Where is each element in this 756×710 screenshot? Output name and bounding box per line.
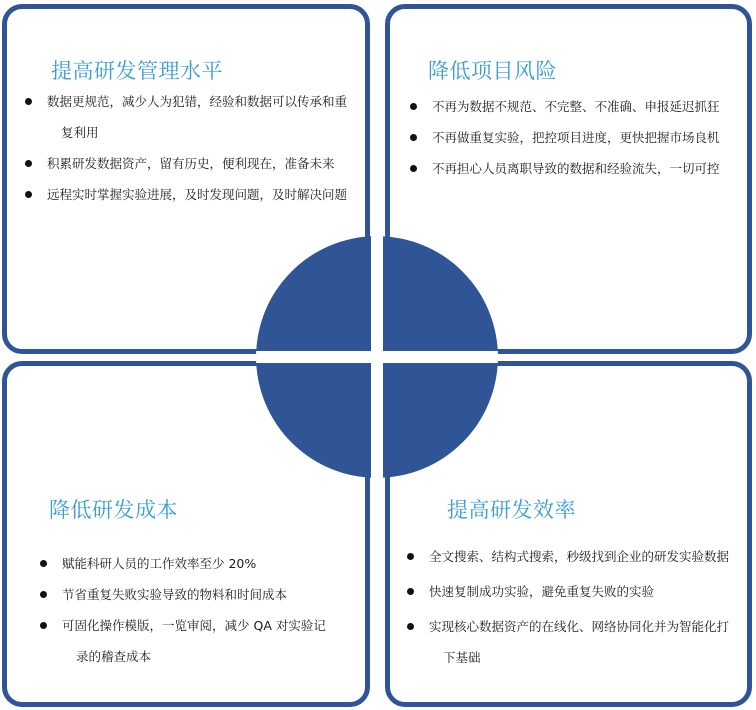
list-item: 数据更规范，减少人为犯错，经验和数据可以传承和重 复利用 <box>25 94 365 140</box>
bullet-icon <box>25 160 32 167</box>
quadrant-title: 降低项目风险 <box>428 59 557 83</box>
list-item: 快速复制成功实验，避免重复失败的实验 <box>407 584 747 599</box>
list-item: 赋能科研人员的工作效率至少 20% <box>40 556 360 571</box>
list-item: 不再担心人员离职导致的数据和经验流失，一切可控 <box>410 161 750 176</box>
bullet-icon <box>410 165 417 172</box>
list-item: 积累研发数据资产，留有历史，便利现在，准备未来 <box>25 156 365 171</box>
bullet-list <box>410 99 750 176</box>
bullet-icon <box>40 560 47 567</box>
bullet-icon <box>407 553 414 560</box>
list-item: 不再做重复实验，把控项目进度，更快把握市场良机 <box>410 130 750 145</box>
bullet-list <box>25 94 365 202</box>
list-item: 可固化操作模版，一览审阅，减少 QA 对实验记 录的稽查成本 <box>40 618 360 664</box>
bullet-icon <box>40 622 47 629</box>
list-item: 全文搜索、结构式搜索，秒级找到企业的研发实验数据 <box>407 549 747 564</box>
quadrant-title: 提高研发效率 <box>447 498 576 522</box>
bullet-icon <box>410 103 417 110</box>
bullet-icon <box>407 588 414 595</box>
list-item: 节省重复失败实验导致的物料和时间成本 <box>40 587 360 602</box>
quadrant-title: 降低研发成本 <box>49 498 178 522</box>
bullet-icon <box>410 134 417 141</box>
bullet-icon <box>40 591 47 598</box>
list-item: 实现核心数据资产的在线化、网络协同化并为智能化打 下基础 <box>407 619 747 665</box>
center-quartered-circle <box>256 236 498 478</box>
list-item: 远程实时掌握实验进展，及时发现问题，及时解决问题 <box>25 187 365 202</box>
quadrant-title: 提高研发管理水平 <box>51 59 223 83</box>
bullet-icon <box>407 623 414 630</box>
bullet-list <box>407 549 747 665</box>
circle-horizontal-divider <box>256 351 498 363</box>
list-item: 不再为数据不规范、不完整、不准确、申报延迟抓狂 <box>410 99 750 114</box>
bullet-icon <box>25 191 32 198</box>
bullet-list <box>40 556 360 664</box>
bullet-icon <box>25 98 32 105</box>
